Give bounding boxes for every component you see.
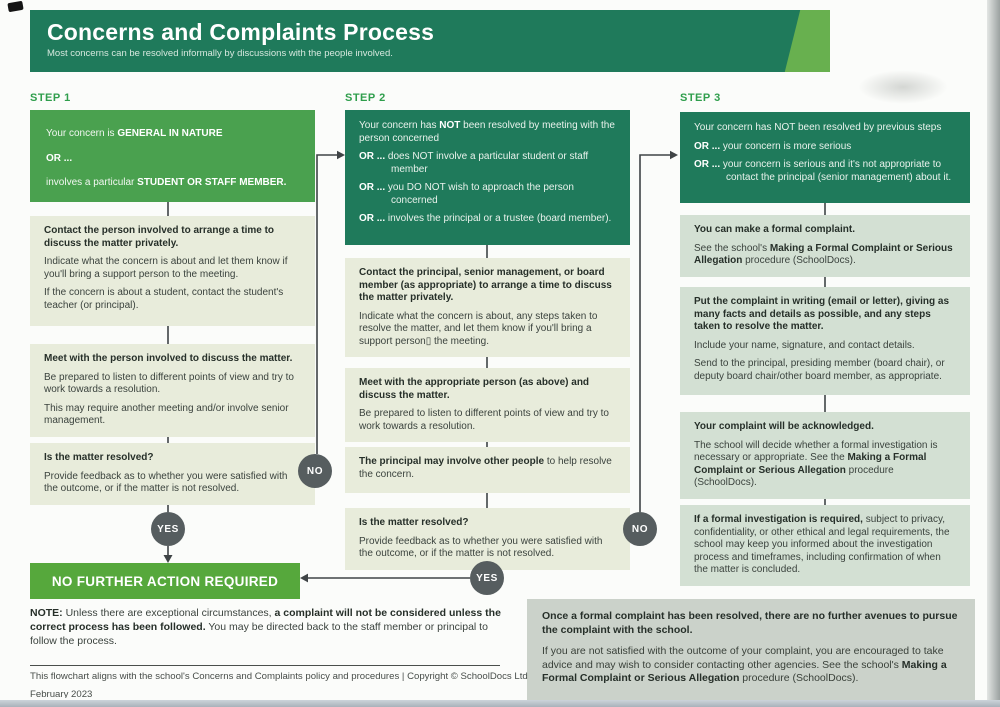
step-1-meet-box: Meet with the person involved to discuss the matter. Be prepared to listen to different points of view and try to work towards a resolution. This may require another meeting and/or involve senior management.: [30, 344, 315, 437]
footer-date: February 2023: [30, 689, 93, 698]
page-title: Concerns and Complaints Process: [47, 19, 435, 45]
yes-circle-step1: YES: [151, 512, 185, 546]
step-1-contact-box: Contact the person involved to arrange a time to discuss the matter privately. Indicate what the concern is about and let them know if you'll bring a support person to the meeting. If the concern is about a student, contact the student's teacher (or principal).: [30, 216, 315, 326]
step-2-contact-box: Contact the principal, senior management, or board member (as appropriate) to arrange a time to discuss the matter privately. Indicate what the concern is about, any steps taken to resolve the matter, and let them know if you'll bring a support person▯ the meeting.: [345, 258, 630, 357]
scan-smudge: [858, 70, 948, 104]
step-2-principal-box: The principal may involve other people to help resolve the concern.: [345, 447, 630, 493]
yes-circle-step2: YES: [470, 561, 504, 595]
page-subtitle: Most concerns can be resolved informally by discussions with the people involved.: [47, 48, 393, 59]
footer-copyright: This flowchart aligns with the school's Concerns and Complaints policy and procedures | Copyright © SchoolDocs Ltd: [30, 671, 528, 682]
step-2-label: STEP 2: [345, 92, 386, 104]
step-3-formal-complaint-box: You can make a formal complaint. See the school's Making a Formal Complaint or Serious Allegation procedure (SchoolDocs).: [680, 215, 970, 277]
scan-bottom-edge: [0, 700, 1000, 707]
step-2-resolved-box: Is the matter resolved? Provide feedback as to whether you were satisfied with the outcome, or if the matter is not resolved.: [345, 508, 630, 570]
step-3-writing-box: Put the complaint in writing (email or letter), giving as many facts and details as possible, and any steps taken to resolve the matter. Include your name, signature, and contact details. Send to the principal, presiding member (board chair), or deputy board chair/other board member, as appropriate.: [680, 287, 970, 395]
step-1-label: STEP 1: [30, 92, 71, 104]
no-further-action-box: NO FURTHER ACTION REQUIRED: [30, 563, 300, 599]
step-2-meet-box: Meet with the appropriate person (as above) and discuss the matter. Be prepared to listen to different points of view and try to work towards a resolution.: [345, 368, 630, 442]
step-2-entry-box: Your concern has NOT been resolved by meeting with the person concerned OR ... does NOT involve a particular student or staff member OR ... you DO NOT wish to approach the person concerned OR ... involves the principal or a trustee (board member).: [345, 110, 630, 245]
no-circle-step2: NO: [623, 512, 657, 546]
step-3-entry-box: Your concern has NOT been resolved by previous steps OR ... your concern is more serious OR ... your concern is serious and it's not appropriate to contact the principal (senior management) about it.: [680, 112, 970, 203]
note-after-resolution: Once a formal complaint has been resolved, there are no further avenues to pursue the complaint with the school. If you are not satisfied with the outcome of your complaint, you are encouraged to take advice and may wish to consider contacting other agencies. See the school's Making a Formal Complaint or Serious Allegation procedure (SchoolDocs).: [527, 599, 975, 704]
note-process-required: NOTE: Unless there are exceptional circumstances, a complaint will not be considered unless the correct process has been followed. You may be directed back to the staff member or principal to follow the process.: [30, 607, 501, 648]
step-1-resolved-box: Is the matter resolved? Provide feedback as to whether you were satisfied with the outcome, or if the matter is not resolved.: [30, 443, 315, 505]
step-3-label: STEP 3: [680, 92, 721, 104]
scan-edge-shadow: [987, 0, 1000, 707]
step-3-investigation-box: If a formal investigation is required, subject to privacy, confidentiality, or other ethical and legal requirements, the school may keep you informed about the investigation process and timeframes, including confirmation of when the matter is concluded.: [680, 505, 970, 586]
step-1-entry-box: Your concern is GENERAL IN NATURE OR ... involves a particular STUDENT OR STAFF MEMBER.: [30, 110, 315, 202]
step-3-acknowledged-box: Your complaint will be acknowledged. The school will decide whether a formal investigation is necessary or appropriate. See the Making a Formal Complaint or Serious Allegation procedure (SchoolDocs).: [680, 412, 970, 499]
no-circle-step1: NO: [298, 454, 332, 488]
